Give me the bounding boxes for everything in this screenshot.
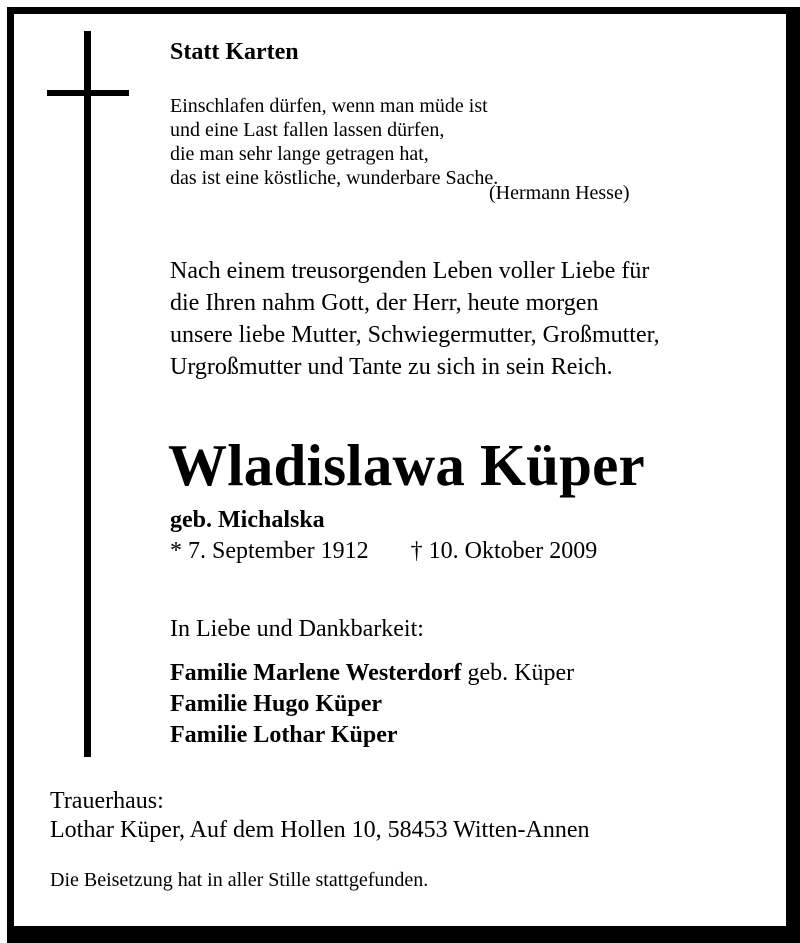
poem-quote [170, 94, 498, 190]
family-note: geb. Küper [461, 660, 575, 686]
announcement-text [170, 255, 660, 383]
family-name: Familie Marlene Westerdorf [170, 660, 462, 686]
birth-date: * 7. September 1912 [170, 538, 369, 564]
mourning-house-label: Trauerhaus: [50, 788, 164, 814]
closing-note: Die Beisetzung hat in aller Stille stattgefunden. [50, 869, 429, 891]
death-date: † 10. Oktober 2009 [410, 538, 598, 564]
maiden-name: geb. Michalska [170, 507, 325, 533]
poem-line: die man sehr lange getragen hat, [170, 143, 429, 165]
announcement-line: die Ihren nahm Gott, der Herr, heute morgen [170, 290, 599, 316]
poem-line: und eine Last fallen lassen dürfen, [170, 119, 445, 141]
deceased-name: Wladislawa Küper [168, 432, 645, 498]
life-dates [170, 535, 597, 567]
poem-author: (Hermann Hesse) [489, 182, 630, 204]
announcement-line: Nach einem treusorgenden Leben voller Liebe für [170, 258, 650, 284]
mourners-intro: In Liebe und Dankbarkeit: [170, 616, 424, 642]
list-item [170, 720, 574, 751]
poem-line: das ist eine köstliche, wunderbare Sache. [170, 167, 499, 189]
mourning-house-address: Lothar Küper, Auf dem Hollen 10, 58453 Witten-Annen [50, 817, 590, 843]
family-name: Familie Hugo Küper [170, 691, 382, 717]
announcement-line: unsere liebe Mutter, Schwiegermutter, Großmutter, [170, 322, 660, 348]
cross-icon-crossbar [47, 90, 129, 96]
poem-line: Einschlafen dürfen, wenn man müde ist [170, 95, 488, 117]
mourners-list [170, 658, 574, 751]
cross-icon [84, 31, 91, 757]
family-name: Familie Lothar Küper [170, 722, 398, 748]
announcement-line: Urgroßmutter und Tante zu sich in sein Reich. [170, 354, 613, 380]
list-item [170, 658, 574, 689]
list-item [170, 689, 574, 720]
notice-heading: Statt Karten [170, 39, 299, 65]
